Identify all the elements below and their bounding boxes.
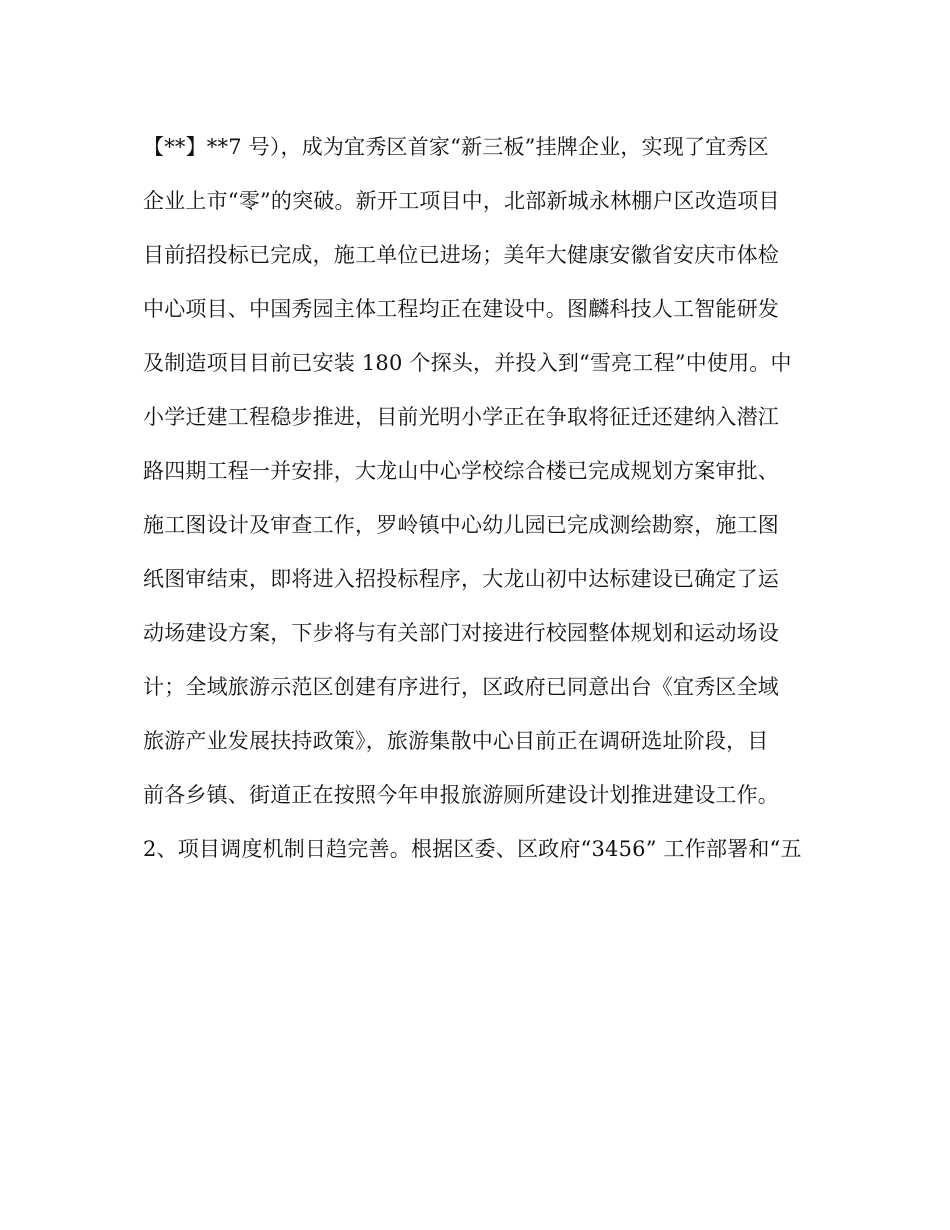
text-line: 旅游产业发展扶持政策》，旅游集散中心目前正在调研选址阶段，目: [143, 729, 769, 753]
text-line: 施工图设计及审查工作，罗岭镇中心幼儿园已完成测绘勘察，施工图: [143, 513, 779, 537]
text-line: 【**】**7 号），成为宜秀区首家“新三板”挂牌企业，实现了宜秀区: [143, 135, 769, 159]
text-line: 动场建设方案，下步将与有关部门对接进行校园整体规划和运动场设: [143, 621, 779, 645]
body-text: [143, 120, 808, 876]
text-line: 中心项目、中国秀园主体工程均正在建设中。图麟科技人工智能研发: [143, 297, 779, 321]
text-line: 前各乡镇、街道正在按照今年申报旅游厕所建设计划推进建设工作。: [143, 783, 779, 807]
text-line: 企业上市“零”的突破。新开工项目中，北部新城永林棚户区改造项目: [143, 189, 780, 213]
text-line: 纸图审结束，即将进入招投标程序，大龙山初中达标建设已确定了运: [143, 567, 779, 591]
text-line: 路四期工程一并安排，大龙山中心学校综合楼已完成规划方案审批、: [143, 459, 779, 483]
text-line: 目前招投标已完成，施工单位已进场；美年大健康安徽省安庆市体检: [143, 243, 779, 267]
text-line: 及制造项目目前已安装 180 个探头，并投入到“雪亮工程”中使用。中: [143, 351, 792, 375]
text-line: 小学迁建工程稳步推进，目前光明小学正在争取将征迁还建纳入潜江: [143, 405, 779, 429]
text-line: 计；全域旅游示范区创建有序进行，区政府已同意出台《宜秀区全域: [143, 675, 779, 699]
section-heading-line: 2、项目调度机制日趋完善。根据区委、区政府“3456” 工作部署和“五: [143, 837, 802, 861]
